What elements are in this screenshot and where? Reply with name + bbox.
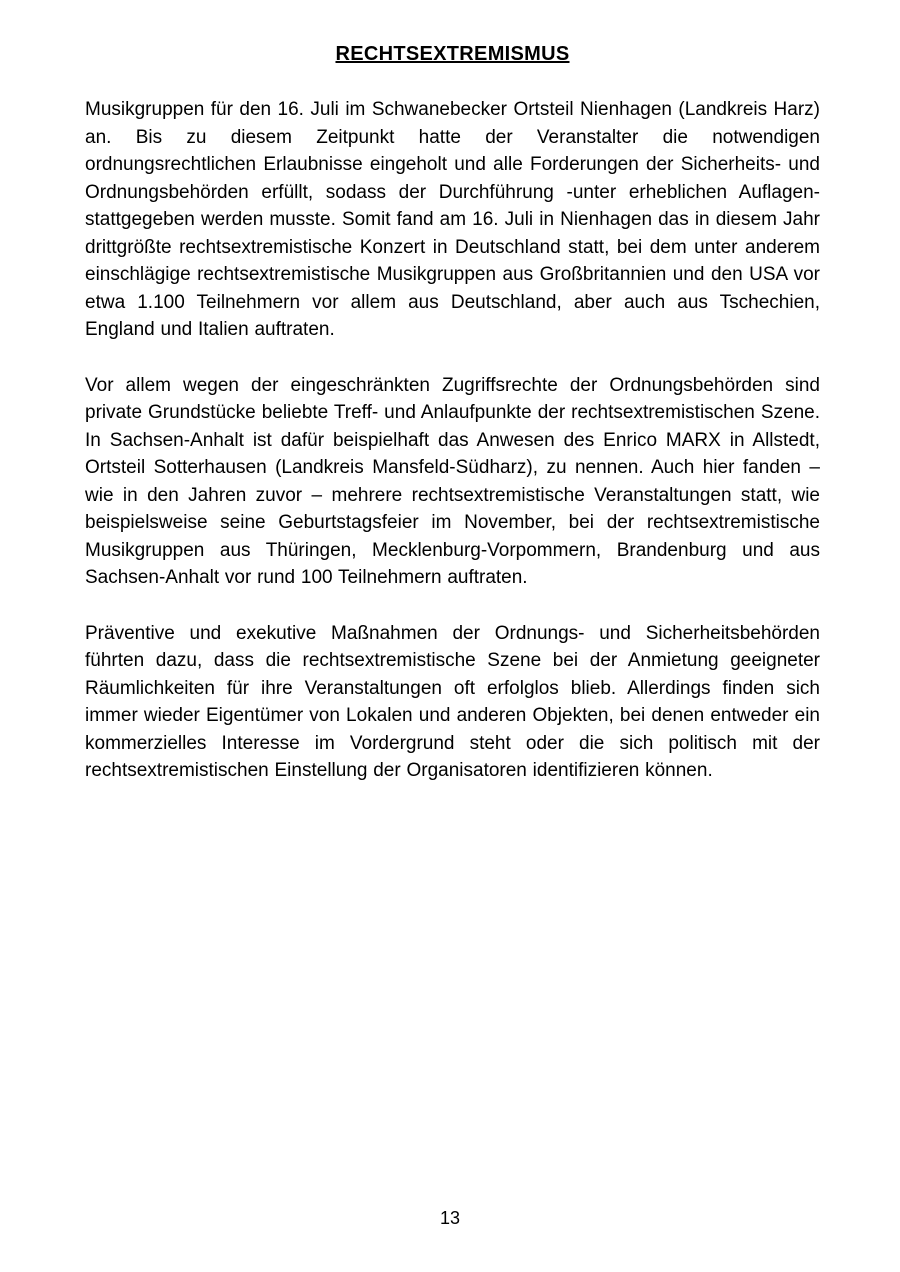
paragraph-1: Musikgruppen für den 16. Juli im Schwanebecker Ortsteil Nienhagen (Landkreis Harz) an. Bis zu diesem Zeitpunkt hatte der Veranstalter die notwendigen ordnungsrechtlichen Erlaubnisse eingeholt und alle Forderungen der Sicherheits- und Ordnungsbehörden erfüllt, sodass der Durchführung -unter erheblichen Auflagen- stattgegeben werden musste. Somit fand am 16. Juli in Nienhagen das in diesem Jahr drittgrößte rechtsextremistische Konzert in Deutschland statt, bei dem unter anderem einschlägige rechtsextremistische Musikgruppen aus Großbritannien und den USA vor etwa 1.100 Teilnehmern vor allem aus Deutschland, aber auch aus Tschechien, England und Italien auftraten. [85, 99, 820, 340]
paragraph-2: Vor allem wegen der eingeschränkten Zugriffsrechte der Ordnungsbehörden sind private Grundstücke beliebte Treff- und Anlaufpunkte der rechtsextremistischen Szene. In Sachsen-Anhalt ist dafür beispielhaft das Anwesen des Enrico MARX in Allstedt, Ortsteil Sotterhausen (Landkreis Mansfeld-Südharz), zu nennen. Auch hier fanden – wie in den Jahren zuvor – mehrere rechtsextremistische Veranstaltungen statt, wie beispielsweise seine Geburtstagsfeier im November, bei der rechtsextremistische Musikgruppen aus Thüringen, Mecklenburg-Vorpommern, Brandenburg und aus Sachsen-Anhalt vor rund 100 Teilnehmern auftraten. [85, 374, 820, 588]
page-title: RECHTSEXTREMISMUS [335, 43, 570, 65]
paragraph-3: Präventive und exekutive Maßnahmen der Ordnungs- und Sicherheitsbehörden führten dazu, dass die rechtsextremistische Szene bei der Anmietung geeigneter Räumlichkeiten für ihre Veranstaltungen oft erfolglos blieb. Allerdings finden sich immer wieder Eigentümer von Lokalen und anderen Objekten, bei denen entweder ein kommerzielles Interesse im Vordergrund steht oder die sich politisch mit der rechtsextremistischen Einstellung der Organisatoren identifizieren können. [85, 622, 820, 781]
page-number: 13 [439, 1208, 461, 1229]
